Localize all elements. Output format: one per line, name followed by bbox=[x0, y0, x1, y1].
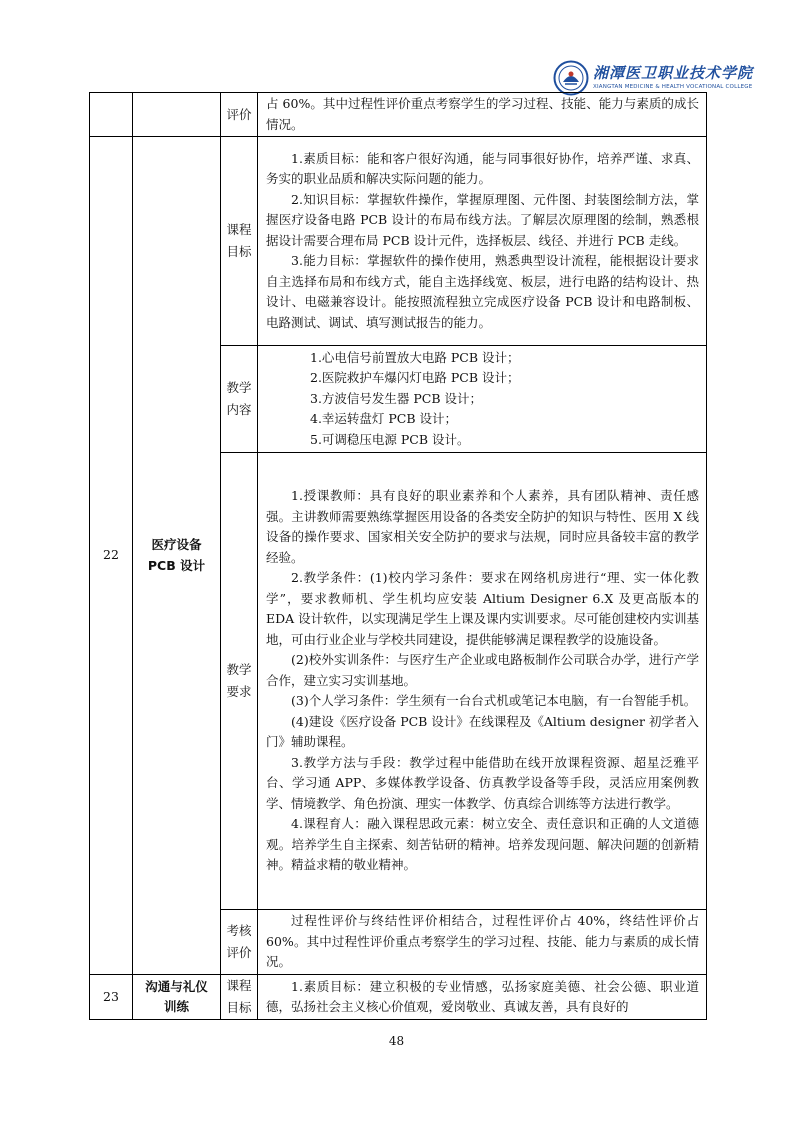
content-item: 4.幸运转盘灯 PCB 设计； bbox=[310, 411, 458, 427]
content-item: 1.心电信号前置放大电路 PCB 设计； bbox=[310, 349, 520, 365]
content-item: 5.可调稳压电源 PCB 设计。 bbox=[310, 431, 470, 447]
assess-text: 过程性评价与终结性评价相结合，过程性评价占 40%，终结性评价占 60%。其中过程性评价重点考察学生的学习过程、技能、能力与素质的成长情况。 bbox=[266, 913, 699, 970]
course-name-line2: PCB 设计 bbox=[147, 557, 206, 573]
goal-item: 1.素质目标：建立积极的专业情感，弘扬家庭美德、社会公德、职业道德，弘扬社会主义核心价值观，爱岗敬业、真诚友善，具有良好的 bbox=[266, 978, 699, 1014]
cell-name-empty bbox=[133, 93, 221, 137]
college-name: 湘潭医卫职业技术学院 bbox=[593, 64, 754, 82]
goal-item: 2.知识目标：掌握软件操作，掌握原理图、元件图、封装图绘制方法，掌握医疗设备电路 PCB 设计的布局布线方法。了解层次原理图的绘制，熟悉根据设计需要合理布局 PCB 设计元件，选择板层、线径、并进行 PCB 走线。 bbox=[266, 191, 699, 248]
goal-item: 1.素质目标：能和客户很好沟通，能与同事很好协作，培养严谨、求真、务实的职业品质和解决实际问题的能力。 bbox=[266, 150, 699, 187]
item-label-assess: 考核评价 bbox=[221, 910, 258, 975]
item-label-requirements: 教学要求 bbox=[221, 453, 258, 910]
requirement-item: 3.教学方法与手段：教学过程中能借助在线开放课程资源、超星泛雅平台、学习通 APP、多媒体教学设备、仿真教学设备等手段，灵活应用案例教学、情境教学、角色扮演、理实一体教学、仿真综合训练等方法进行教学。 bbox=[266, 754, 699, 811]
course-name bbox=[133, 137, 221, 975]
goal-item: 3.能力目标：掌握软件的操作使用，熟悉典型设计流程，能根据设计要求自主选择布局和布线方式，能自主选择线宽、板层，进行电路的结构设计、热设计、电磁兼容设计。能按照流程独立完成医疗设备 PCB 设计和电路制板、电路测试、调试、填写测试报告的能力。 bbox=[266, 253, 699, 330]
cell-goals bbox=[258, 137, 707, 346]
item-label-content: 教学内容 bbox=[221, 346, 258, 453]
course-name bbox=[133, 975, 221, 1020]
table-row bbox=[90, 975, 707, 1020]
course-number: 23 bbox=[90, 975, 133, 1020]
content-item: 3.方波信号发生器 PCB 设计； bbox=[310, 390, 483, 406]
assess-text: 占 60%。其中过程性评价重点考察学生的学习过程、技能、能力与素质的成长情况。 bbox=[266, 96, 699, 132]
requirement-item: (2)校外实训条件：与医疗生产企业或电路板制作公司联合办学，进行产学合作，建立实习实训基地。 bbox=[266, 652, 699, 688]
item-label-goals: 课程目标 bbox=[221, 137, 258, 346]
course-name-line2: 训练 bbox=[163, 999, 189, 1014]
college-name-en: XIANGTAN MEDICINE & HEALTH VOCATIONAL COLLEGE bbox=[593, 84, 753, 90]
requirement-item: (3)个人学习条件：学生须有一台台式机或笔记本电脑，有一台智能手机。 bbox=[291, 693, 697, 709]
college-emblem-icon bbox=[553, 60, 589, 96]
cell-requirements bbox=[258, 453, 707, 910]
page-number: 48 bbox=[388, 1034, 405, 1048]
item-label-goals: 课程目标 bbox=[221, 975, 258, 1020]
requirement-item: (4)建设《医疗设备 PCB 设计》在线课程及《Altium designer 初学者入门》辅助课程。 bbox=[266, 713, 699, 750]
cell-assess bbox=[258, 910, 707, 975]
course-name-line1: 医疗设备 bbox=[151, 537, 202, 552]
cell-content bbox=[258, 93, 707, 137]
table-row bbox=[90, 93, 707, 137]
course-name-line1: 沟通与礼仪 bbox=[145, 978, 208, 994]
requirement-item: 1.授课教师：具有良好的职业素养和个人素养，具有团队精神、责任感强。主讲教师需要熟练掌握医用设备的各类安全防护的知识与特性、医用 X 线设备的操作要求、国家相关安全防护的要求与法规，同时应具备较丰富的教学经验。 bbox=[266, 488, 699, 565]
cell-goals bbox=[258, 975, 707, 1020]
requirement-item: 4.课程育人：融入课程思政元素：树立安全、责任意识和正确的人文道德观。培养学生自主探索、刻苦钻研的精神。培养发现问题、解决问题的创新精神。精益求精的敬业精神。 bbox=[266, 816, 699, 873]
cell-num-empty bbox=[90, 93, 133, 137]
requirement-item: 2.教学条件：(1)校内学习条件：要求在网络机房进行“理、实一体化教学”，要求教师机、学生机均应安装 Altium Designer 6.X 及更高版本的 EDA 设计软件，以实现满足学生上课及课内实训要求。尽可能创建校内实训基地，可由行业企业与学校共同建设，提供能够满足课程教学的设施设备。 bbox=[266, 570, 699, 647]
item-label-assess: 评价 bbox=[221, 93, 258, 137]
content-item: 2.医院救护车爆闪灯电路 PCB 设计； bbox=[310, 370, 520, 386]
cell-contents bbox=[258, 346, 707, 453]
curriculum-table bbox=[89, 92, 707, 1020]
course-number: 22 bbox=[90, 137, 133, 975]
table-row bbox=[90, 137, 707, 346]
